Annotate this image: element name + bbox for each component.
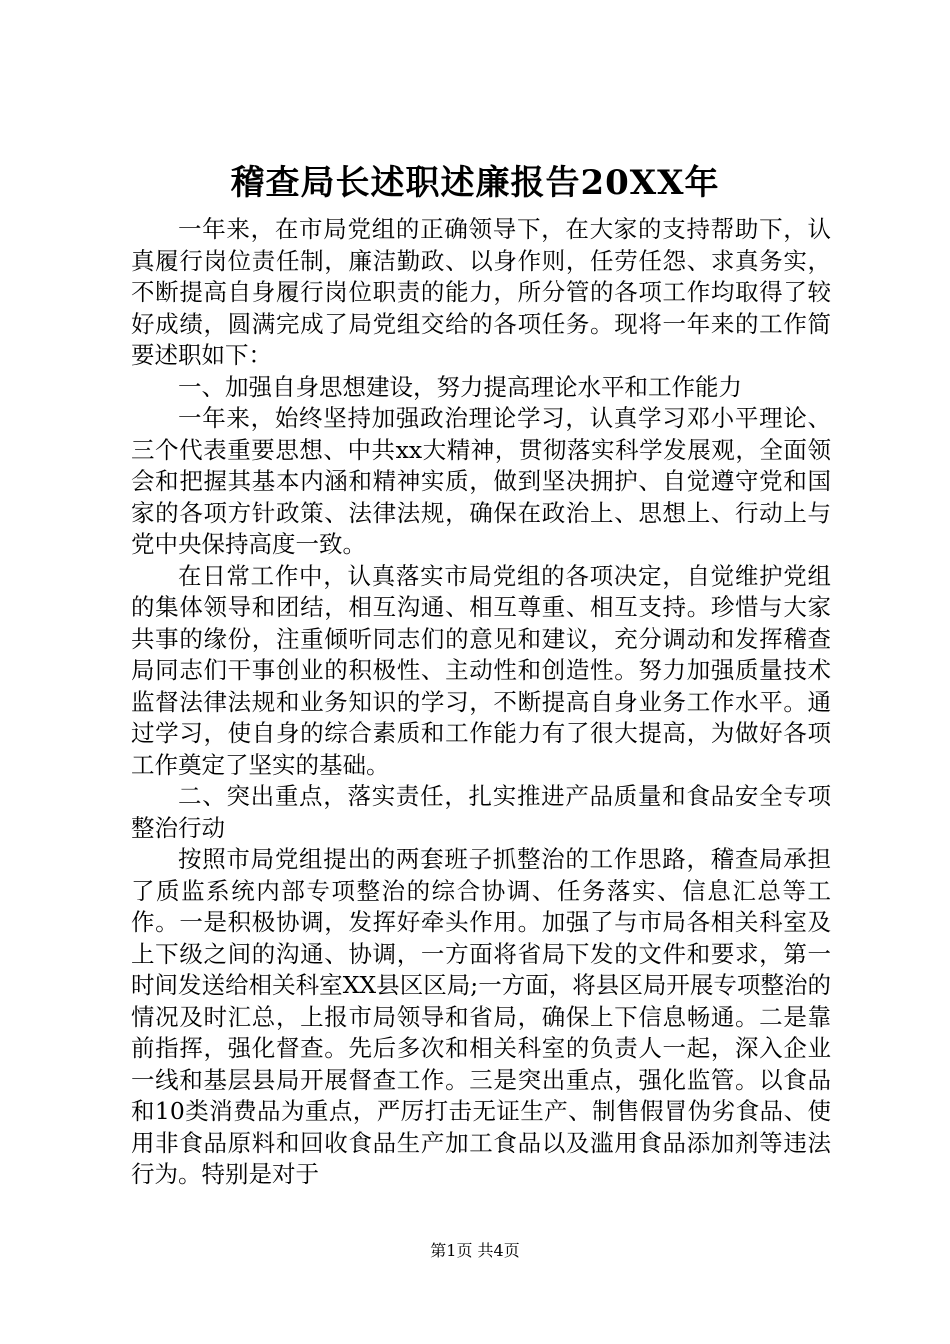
paragraph-rectification: 按照市局党组提出的两套班子抓整治的工作思路，稽查局承担了质监系统内部专项整治的综合协调、任务落实、信息汇总等工作。一是积极协调，发挥好牵头作用。加强了与市局各相关科室及上下级之间的沟通、协调，一方面将省局下发的文件和要求，第一时间发送给相关科室XX县区区局;一方面，将县区局开展专项整治的情况及时汇总，上报市局领导和省局，确保上下信息畅通。二是靠前指挥，强化督查。先后多次和相关科室的负责人一起，深入企业一线和基层县局开展督查工作。三是突出重点，强化监管。以食品和10类消费品为重点，严厉打击无证生产、制售假冒伪劣食品、使用非食品原料和回收食品生产加工食品以及滥用食品添加剂等违法行为。特别是对于 bbox=[131, 845, 831, 1188]
document-body bbox=[131, 214, 831, 1191]
section-heading-2: 二、突出重点，落实责任，扎实推进产品质量和食品安全专项整治行动 bbox=[131, 782, 831, 842]
page-number-footer: 第1页 共4页 bbox=[430, 1241, 520, 1260]
document-title: 稽查局长述职述廉报告20XX年 bbox=[230, 163, 720, 203]
section-heading-1: 一、加强自身思想建设，努力提高理论水平和工作能力 bbox=[178, 372, 742, 401]
paragraph-intro: 一年来，在市局党组的正确领导下，在大家的支持帮助下，认真履行岗位责任制，廉洁勤政、以身作则，任劳任怨、求真务实，不断提高自身履行岗位职责的能力，所分管的各项工作均取得了较好成绩，圆满完成了局党组交给的各项任务。现将一年来的工作简要述职如下： bbox=[131, 215, 831, 369]
paragraph-daily-work: 在日常工作中，认真落实市局党组的各项决定，自觉维护党组的集体领导和团结，相互沟通、相互尊重、相互支持。珍惜与大家共事的缘份，注重倾听同志们的意见和建议，充分调动和发挥稽查局同志们干事创业的积极性、主动性和创造性。努力加强质量技术监督法律法规和业务知识的学习，不断提高自身业务工作水平。通过学习，使自身的综合素质和工作能力有了很大提高，为做好各项工作奠定了坚实的基础。 bbox=[131, 561, 831, 779]
paragraph-theory-study: 一年来，始终坚持加强政治理论学习，认真学习邓小平理论、三个代表重要思想、中共xx大精神，贯彻落实科学发展观，全面领会和把握其基本内涵和精神实质，做到坚决拥护、自觉遵守党和国家的各项方针政策、法律法规，确保在政治上、思想上、行动上与党中央保持高度一致。 bbox=[131, 404, 831, 558]
